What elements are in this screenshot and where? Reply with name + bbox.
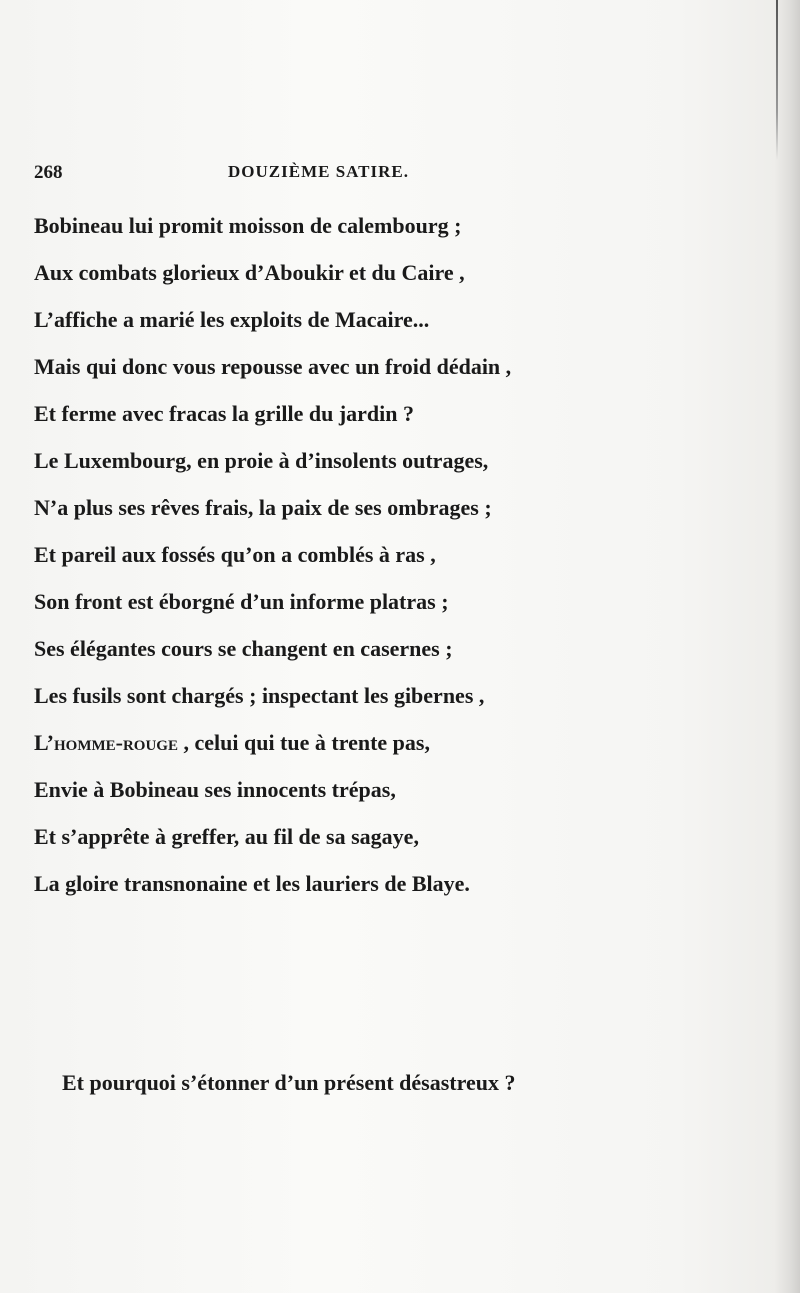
verse-line: N’a plus ses rêves frais, la paix de ses ombrages ; <box>34 495 492 520</box>
verse-line: Et pareil aux fossés qu’on a comblés à ras , <box>34 542 436 567</box>
small-caps-name: homme-rouge <box>53 730 178 755</box>
verse-line: Et ferme avec fracas la grille du jardin ? <box>34 401 415 426</box>
verse-line <box>34 723 754 770</box>
chapter-title: DOUZIÈME SATIRE. <box>228 162 409 181</box>
page-edge-line <box>776 0 778 160</box>
running-head <box>34 160 734 190</box>
verse-line: L’affiche a marié les exploits de Macaire... <box>34 307 430 332</box>
verse-line: Son front est éborgné d’un informe platras ; <box>34 589 449 614</box>
verse-rest: , celui qui tue à trente pas, <box>177 730 430 755</box>
page-edge-shadow <box>774 0 800 1293</box>
verse-line: Et s’apprête à greffer, au fil de sa sagaye, <box>34 824 419 849</box>
verse-line: Mais qui donc vous repousse avec un froid dédain , <box>34 354 512 379</box>
page-number: 268 <box>34 162 63 183</box>
verse-line: Aux combats glorieux d’Aboukir et du Caire , <box>34 260 465 285</box>
verse-line: Envie à Bobineau ses innocents trépas, <box>34 777 396 802</box>
verse-prefix: L’ <box>34 730 54 755</box>
verse-line: Les fusils sont chargés ; inspectant les gibernes , <box>34 683 485 708</box>
verse-line: Le Luxembourg, en proie à d’insolents outrages, <box>34 448 489 473</box>
poem-stanza <box>34 206 754 911</box>
verse-line: La gloire transnonaine et les lauriers de Blaye. <box>34 871 470 896</box>
verse-line: Bobineau lui promit moisson de calembourg ; <box>34 213 462 238</box>
verse-line: Ses élégantes cours se changent en casernes ; <box>34 636 453 661</box>
new-stanza-line: Et pourquoi s’étonner d’un présent désastreux ? <box>62 1070 516 1095</box>
